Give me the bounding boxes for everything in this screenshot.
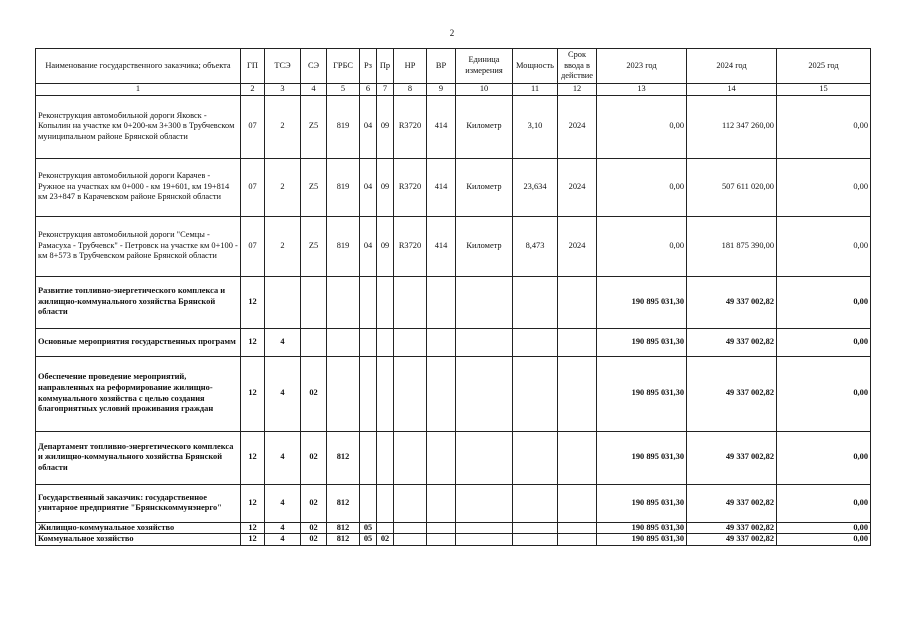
table-cell: 2 [265, 216, 301, 276]
table-cell: 4 [265, 484, 301, 522]
table-cell [377, 431, 394, 484]
table-cell [558, 484, 597, 522]
amount-cell: 0,00 [777, 431, 871, 484]
amount-cell: 112 347 260,00 [687, 95, 777, 158]
header-cell: НР [394, 49, 427, 84]
table-cell: 09 [377, 158, 394, 216]
column-number: 6 [360, 84, 377, 96]
table-cell: 812 [327, 484, 360, 522]
table-row [36, 216, 871, 276]
table-cell: 3,10 [513, 95, 558, 158]
table-cell: 09 [377, 95, 394, 158]
table-cell: Километр [456, 216, 513, 276]
amount-cell: 49 337 002,82 [687, 522, 777, 534]
table-cell [360, 276, 377, 328]
amount-cell: 49 337 002,82 [687, 534, 777, 546]
amount-cell: 190 895 031,30 [597, 431, 687, 484]
table-cell: 02 [301, 431, 327, 484]
header-cell: ГП [241, 49, 265, 84]
table-cell: 05 [360, 534, 377, 546]
table-cell: R3720 [394, 158, 427, 216]
table-cell [394, 484, 427, 522]
column-number: 1 [36, 84, 241, 96]
table-cell: 02 [301, 484, 327, 522]
table-cell [360, 328, 377, 356]
table-cell: 819 [327, 158, 360, 216]
table-cell [558, 522, 597, 534]
table-cell [558, 356, 597, 431]
table-cell [513, 522, 558, 534]
table-row [36, 522, 871, 534]
object-name-cell: Обеспечение проведение мероприятий, направленных на реформирование жилищно-коммунального хозяйства с целью создания благоприятных условий проживания граждан [36, 356, 241, 431]
table-row [36, 484, 871, 522]
object-name-cell: Жилищно-коммунальное хозяйство [36, 522, 241, 534]
object-name-cell: Реконструкция автомобильной дороги "Семцы - Рамасуха - Трубчевск" - Петровск на участке км 0+100 - км 8+573 в Трубчевском районе Брянской области [36, 216, 241, 276]
table-cell: 4 [265, 522, 301, 534]
amount-cell: 0,00 [777, 522, 871, 534]
table-cell: 4 [265, 534, 301, 546]
header-cell: ТСЭ [265, 49, 301, 84]
table-cell [360, 356, 377, 431]
table-cell: 23,634 [513, 158, 558, 216]
table-cell: 2 [265, 158, 301, 216]
table-cell: 02 [377, 534, 394, 546]
header-cell: СЭ [301, 49, 327, 84]
table-cell: 12 [241, 328, 265, 356]
table-row [36, 276, 871, 328]
column-number: 5 [327, 84, 360, 96]
column-number: 7 [377, 84, 394, 96]
table-cell [377, 276, 394, 328]
amount-cell: 0,00 [777, 158, 871, 216]
amount-cell: 190 895 031,30 [597, 276, 687, 328]
column-number-row [36, 84, 871, 96]
table-cell [427, 484, 456, 522]
table-cell [360, 431, 377, 484]
column-number: 15 [777, 84, 871, 96]
amount-cell: 0,00 [777, 216, 871, 276]
amount-cell: 190 895 031,30 [597, 484, 687, 522]
amount-cell: 0,00 [777, 484, 871, 522]
table-cell [456, 276, 513, 328]
table-cell [394, 534, 427, 546]
header-cell: Срок ввода в действие [558, 49, 597, 84]
table-cell: 4 [265, 328, 301, 356]
header-cell: 2024 год [687, 49, 777, 84]
column-number: 12 [558, 84, 597, 96]
table-cell [377, 484, 394, 522]
column-number: 13 [597, 84, 687, 96]
table-row [36, 328, 871, 356]
table-cell: 12 [241, 522, 265, 534]
table-cell: 02 [301, 356, 327, 431]
amount-cell: 49 337 002,82 [687, 328, 777, 356]
table-cell [427, 328, 456, 356]
table-cell: 414 [427, 95, 456, 158]
amount-cell: 0,00 [777, 356, 871, 431]
table-cell: Z5 [301, 158, 327, 216]
table-cell: 04 [360, 216, 377, 276]
amount-cell: 0,00 [777, 534, 871, 546]
table-cell: 09 [377, 216, 394, 276]
table-cell [427, 276, 456, 328]
amount-cell: 0,00 [777, 328, 871, 356]
amount-cell: 0,00 [597, 158, 687, 216]
table-cell: 02 [301, 522, 327, 534]
table-cell [456, 356, 513, 431]
table-cell: 2024 [558, 95, 597, 158]
table-cell: 02 [301, 534, 327, 546]
table-cell: 07 [241, 216, 265, 276]
table-cell: 414 [427, 158, 456, 216]
object-name-cell: Коммунальное хозяйство [36, 534, 241, 546]
column-number: 9 [427, 84, 456, 96]
table-cell [301, 328, 327, 356]
table-cell: 4 [265, 356, 301, 431]
table-cell [558, 534, 597, 546]
table-cell: 12 [241, 484, 265, 522]
amount-cell: 190 895 031,30 [597, 534, 687, 546]
amount-cell: 190 895 031,30 [597, 522, 687, 534]
table-cell: 04 [360, 95, 377, 158]
header-cell: 2023 год [597, 49, 687, 84]
table-cell [456, 522, 513, 534]
object-name-cell: Департамент топливно-энергетического комплекса и жилищно-коммунального хозяйства Брянской области [36, 431, 241, 484]
table-cell [394, 276, 427, 328]
amount-cell: 190 895 031,30 [597, 328, 687, 356]
budget-table [35, 48, 871, 546]
table-cell [301, 276, 327, 328]
table-cell: Z5 [301, 216, 327, 276]
amount-cell: 0,00 [777, 276, 871, 328]
amount-cell: 49 337 002,82 [687, 276, 777, 328]
table-cell [558, 431, 597, 484]
column-number: 11 [513, 84, 558, 96]
column-number: 4 [301, 84, 327, 96]
table-cell [327, 328, 360, 356]
header-cell: 2025 год [777, 49, 871, 84]
table-cell: 2024 [558, 216, 597, 276]
column-number: 14 [687, 84, 777, 96]
table-cell [377, 522, 394, 534]
table-cell: 05 [360, 522, 377, 534]
amount-cell: 0,00 [597, 216, 687, 276]
table-cell [456, 484, 513, 522]
table-cell: 12 [241, 431, 265, 484]
table-cell: R3720 [394, 95, 427, 158]
table-cell [377, 328, 394, 356]
table-cell: R3720 [394, 216, 427, 276]
object-name-cell: Основные мероприятия государственных программ [36, 328, 241, 356]
header-cell: ГРБС [327, 49, 360, 84]
table-cell [394, 431, 427, 484]
table-row [36, 534, 871, 546]
column-number: 8 [394, 84, 427, 96]
table-cell [558, 276, 597, 328]
header-cell: Мощность [513, 49, 558, 84]
table-cell [513, 484, 558, 522]
amount-cell: 49 337 002,82 [687, 484, 777, 522]
column-number: 2 [241, 84, 265, 96]
object-name-cell: Государственный заказчик: государственное унитарное предприятие "Брянсккоммунэнерго" [36, 484, 241, 522]
column-number: 10 [456, 84, 513, 96]
object-name-cell: Реконструкция автомобильной дороги Карачев - Ружное на участках км 0+000 - км 19+601, км 19+814 км 23+847 в Карачевском районе Брянской области [36, 158, 241, 216]
header-row [36, 49, 871, 84]
page-number: 2 [449, 28, 455, 38]
table-cell [427, 534, 456, 546]
table-cell [327, 276, 360, 328]
table-cell: 12 [241, 276, 265, 328]
table-cell: Километр [456, 95, 513, 158]
amount-cell: 49 337 002,82 [687, 431, 777, 484]
header-cell: ВР [427, 49, 456, 84]
table-cell: 819 [327, 95, 360, 158]
table-cell [513, 276, 558, 328]
table-row [36, 431, 871, 484]
table-cell [456, 534, 513, 546]
table-cell [327, 356, 360, 431]
header-cell: Рз [360, 49, 377, 84]
table-cell: 2 [265, 95, 301, 158]
table-row [36, 95, 871, 158]
amount-cell: 507 611 020,00 [687, 158, 777, 216]
table-cell [456, 328, 513, 356]
table-cell: 812 [327, 522, 360, 534]
table-cell: 812 [327, 431, 360, 484]
amount-cell: 181 875 390,00 [687, 216, 777, 276]
amount-cell: 0,00 [597, 95, 687, 158]
table-cell [513, 534, 558, 546]
header-cell: Единица измерения [456, 49, 513, 84]
table-row [36, 356, 871, 431]
table-cell [513, 356, 558, 431]
table-cell: Z5 [301, 95, 327, 158]
table-cell [427, 431, 456, 484]
object-name-cell: Реконструкция автомобильной дороги Яковск - Копылин на участке км 0+200-км 3+300 в Трубчевском муниципальном районе Брянской области [36, 95, 241, 158]
table-cell: 07 [241, 95, 265, 158]
table-row [36, 158, 871, 216]
table-cell: 04 [360, 158, 377, 216]
table-cell: 819 [327, 216, 360, 276]
header-cell: Пр [377, 49, 394, 84]
table-cell [427, 356, 456, 431]
amount-cell: 190 895 031,30 [597, 356, 687, 431]
header-cell: Наименование государственного заказчика; объекта [36, 49, 241, 84]
table-cell [427, 522, 456, 534]
table-cell [513, 431, 558, 484]
table-cell: 414 [427, 216, 456, 276]
table-cell: 07 [241, 158, 265, 216]
table-cell [456, 431, 513, 484]
table-cell [265, 276, 301, 328]
table-cell [558, 328, 597, 356]
table-cell: 4 [265, 431, 301, 484]
table-cell [377, 356, 394, 431]
table-cell [394, 522, 427, 534]
amount-cell: 0,00 [777, 95, 871, 158]
table-cell: 812 [327, 534, 360, 546]
table-cell: 12 [241, 356, 265, 431]
table-cell [394, 356, 427, 431]
table-cell [513, 328, 558, 356]
table-cell: 12 [241, 534, 265, 546]
table-cell: Километр [456, 158, 513, 216]
object-name-cell: Развитие топливно-энергетического комплекса и жилищно-коммунального хозяйства Брянской области [36, 276, 241, 328]
table-cell: 8,473 [513, 216, 558, 276]
table-cell [394, 328, 427, 356]
amount-cell: 49 337 002,82 [687, 356, 777, 431]
table-cell: 2024 [558, 158, 597, 216]
column-number: 3 [265, 84, 301, 96]
table-cell [360, 484, 377, 522]
